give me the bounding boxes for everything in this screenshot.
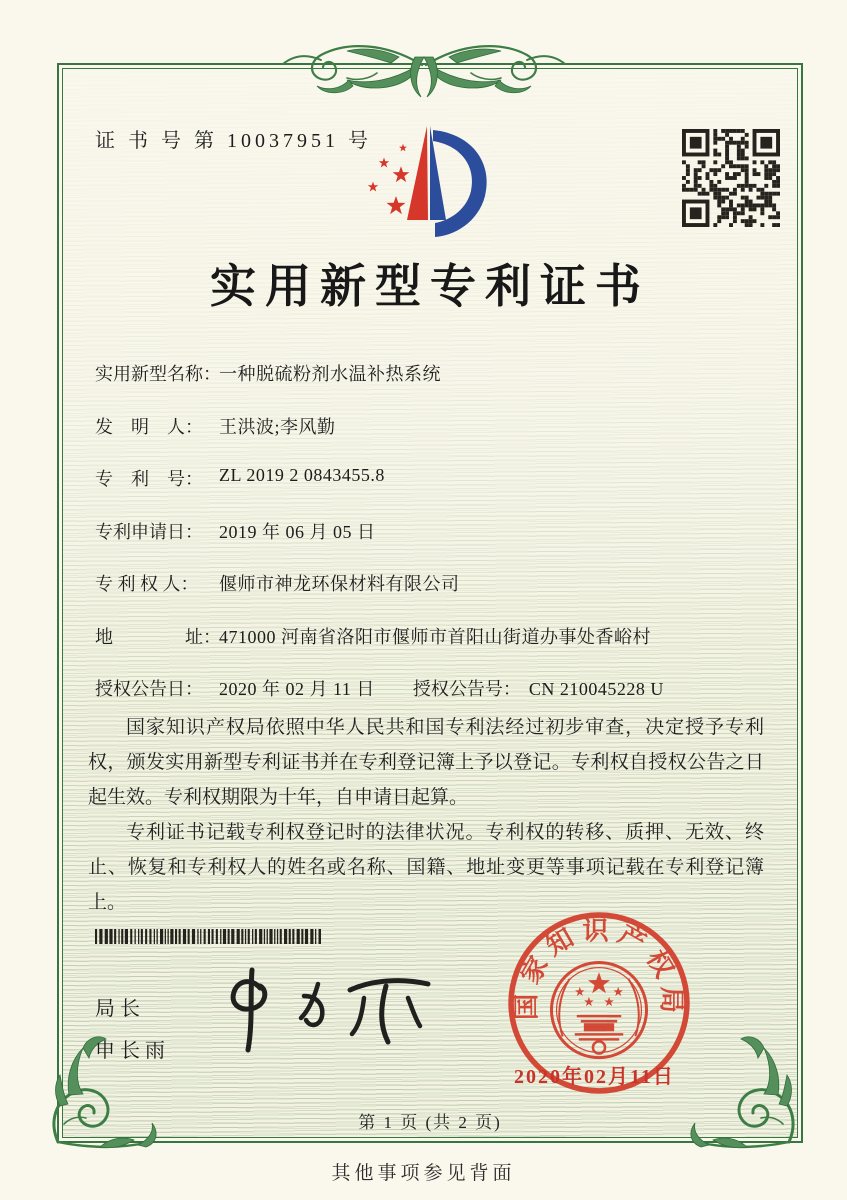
legal-text	[88, 710, 764, 920]
field-label: 专 利 权 人：	[95, 574, 199, 594]
field-label: 专 利 号：	[95, 469, 203, 489]
field-value: 一种脱硫粉剂水温补热系统	[219, 364, 441, 384]
field-value: 偃师市神龙环保材料有限公司	[219, 574, 460, 594]
field-label: 发 明 人：	[95, 416, 203, 437]
field-patentee	[95, 570, 755, 605]
certificate-number: 证 书 号 第 10037951 号	[95, 130, 372, 152]
barcode-icon	[95, 929, 321, 944]
page-number: 第 1 页 (共 2 页)	[358, 1113, 502, 1132]
national-emblem	[551, 963, 646, 1058]
director-block	[95, 988, 170, 1072]
field-grant-row	[95, 675, 755, 710]
cnipa-logo-icon	[349, 110, 539, 238]
field-label: 授权公告号：	[412, 679, 521, 699]
qr-code-icon	[682, 129, 780, 227]
grant-date	[95, 679, 375, 699]
grant-number	[413, 679, 664, 699]
field-inventor	[95, 413, 755, 448]
field-utility-model-name	[95, 360, 755, 395]
field-value: 471000 河南省洛阳市偃师市首阳山街道办事处香峪村	[219, 626, 651, 647]
field-value: CN 210045228 U	[528, 679, 664, 699]
seal-agency-text: 国家知识产权局	[512, 916, 686, 1021]
field-value: ZL 2019 2 0843455.8	[219, 465, 385, 485]
bottom-right-ornament-flourish-icon	[685, 1028, 817, 1160]
back-side-note: 其他事项参见背面	[331, 1163, 516, 1184]
top-ornament-flourish-icon	[281, 27, 567, 101]
legal-paragraph-2: 专利证书记载专利权登记时的法律状况。专利权的转移、质押、无效、终止、恢复和专利权人的姓名或名称、国籍、地址变更等事项记载在专利登记簿上。	[88, 822, 764, 913]
field-label: 专利申请日：	[95, 521, 203, 542]
field-value: 2019 年 06 月 05 日	[219, 521, 376, 542]
director-signature-icon	[222, 962, 442, 1058]
field-address	[95, 623, 755, 658]
field-label: 授权公告日：	[95, 679, 203, 699]
certificate-title: 实用新型专利证书	[210, 261, 650, 312]
field-filing-date	[95, 518, 755, 553]
seal-date: 2020年02月11日	[514, 1066, 675, 1088]
field-label: 地 址：	[95, 626, 221, 647]
director-name: 申长雨	[95, 1040, 170, 1062]
certificate-fields	[95, 360, 755, 728]
field-label: 实用新型名称：	[95, 364, 221, 384]
legal-paragraph-1: 国家知识产权局依照中华人民共和国专利法经过初步审查，决定授予专利权，颁发实用新型专利证书并在专利登记簿上予以登记。专利权自授权公告之日起生效。专利权期限为十年，自申请日起算。	[88, 717, 764, 808]
director-title: 局长	[95, 998, 145, 1020]
field-value: 王洪波;李风勤	[219, 416, 336, 437]
field-patent-number	[95, 465, 755, 500]
field-value: 2020 年 02 月 11 日	[219, 679, 375, 699]
